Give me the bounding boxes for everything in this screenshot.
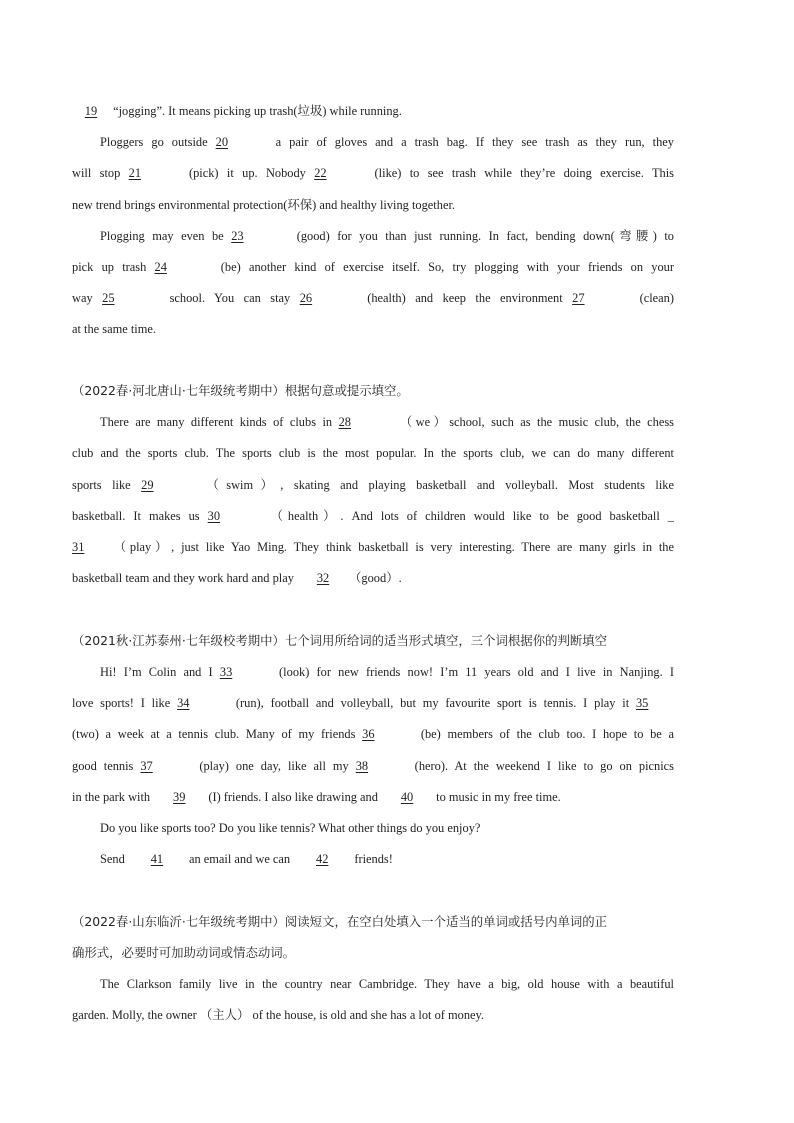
section4-line-2: garden. Molly, the owner （主人） of the house, is old and she has a lot of money. [72, 1008, 485, 1022]
section2-line-5: 31 （play）, just like Yao Ming. They think basketball is very interesting. There are many girls in the [72, 540, 674, 554]
blank-19[interactable]: 19 [84, 104, 98, 118]
section3-line-1: Hi! I’m Colin and I 33 (look) for new friends now! I’m 11 years old and I live in Nanjing. I [100, 665, 674, 679]
section3-line-6: Do you like sports too? Do you like tennis? What other things do you enjoy? [100, 821, 481, 835]
section3-line-3: (two) a week at a tennis club. Many of my friends 36 (be) members of the club too. I hope to be a [72, 727, 674, 741]
blank-41[interactable]: 41 [150, 852, 164, 866]
section3-line-7: Send 41 an email and we can 42 friends! [100, 852, 393, 866]
blank-37[interactable]: 37 [140, 759, 153, 773]
passage1-line-2: Ploggers go outside 20 a pair of gloves and a trash bag. If they see trash as they run, they [100, 135, 674, 149]
blank-20[interactable]: 20 [215, 135, 229, 149]
blank-31[interactable]: 31 [72, 540, 85, 554]
blank-33[interactable]: 33 [219, 665, 233, 679]
section2-line-6: basketball team and they work hard and play 32 （good）. [72, 571, 402, 585]
passage1-line-8: at the same time. [72, 322, 156, 336]
passage1-line-6: pick up trash 24 (be) another kind of exercise itself. So, try plogging with your friends on your [72, 260, 675, 274]
section3-heading: （2021秋·江苏泰州·七年级校考期中）七个词用所给词的适当形式填空，三个词根据你的判断填空 [72, 633, 608, 648]
blank-29[interactable]: 29 [141, 478, 154, 492]
section2-line-3: sports like 29 （swim）, skating and playing basketball and volleyball. Most students like [72, 478, 674, 492]
blank-27[interactable]: 27 [572, 291, 585, 305]
blank-24[interactable]: 24 [154, 260, 167, 274]
section4-heading-line-2: 确形式，必要时可加助动词或情态动词。 [72, 945, 296, 960]
section4-heading-line-1: （2022春·山东临沂·七年级统考期中）阅读短文，在空白处填入一个适当的单词或括号内单词的正 [72, 914, 608, 929]
section2-line-4: basketball. It makes us 30 （health）. And lots of children would like to be good basketball _ [72, 509, 674, 523]
blank-25[interactable]: 25 [102, 291, 115, 305]
passage1-line-4: new trend brings environmental protection(环保) and healthy living together. [72, 198, 455, 212]
blank-36[interactable]: 36 [362, 727, 375, 741]
passage1-line-1: 19 “jogging”. It means picking up trash(垃圾) while running. [72, 103, 674, 119]
passage1-line-7: way 25 school. You can stay 26 (health) and keep the environment 27 (clean) [72, 291, 675, 305]
section2-line-1: There are many different kinds of clubs in 28 （we）school, such as the music club, the chess [100, 415, 674, 429]
blank-26[interactable]: 26 [299, 291, 313, 305]
section3-line-5: in the park with 39 (I) friends. I also like drawing and 40 to music in my free time. [72, 790, 561, 804]
passage1-line-3: will stop 21 (pick) it up. Nobody 22 (like) to see trash while they’re doing exercise. This [72, 166, 674, 180]
blank-38[interactable]: 38 [355, 759, 369, 773]
section4-line-1: The Clarkson family live in the country near Cambridge. They have a big, old house with a beautiful [100, 977, 674, 991]
blank-21[interactable]: 21 [128, 166, 142, 180]
section3-line-2: love sports! I like 34 (run), football and volleyball, but my favourite sport is tennis. I play it 35 [72, 695, 674, 711]
section2-heading: （2022春·河北唐山·七年级统考期中）根据句意或提示填空。 [72, 383, 409, 398]
blank-42[interactable]: 42 [316, 852, 329, 866]
blank-22[interactable]: 22 [314, 166, 327, 180]
blank-28[interactable]: 28 [338, 415, 351, 429]
blank-23[interactable]: 23 [231, 229, 244, 243]
blank-39[interactable]: 39 [173, 790, 186, 804]
blank-35[interactable]: 35 [635, 696, 649, 710]
blank-34[interactable]: 34 [177, 696, 190, 710]
blank-32[interactable]: 32 [316, 571, 330, 585]
section3-line-4: good tennis 37 (play) one day, like all my 38 (hero). At the weekend I like to go on picnics [72, 759, 675, 773]
blank-40[interactable]: 40 [400, 790, 414, 804]
blank-30[interactable]: 30 [207, 509, 221, 523]
passage1-line-5: Plogging may even be 23 (good) for you than just running. In fact, bending down(弯腰) to [100, 229, 674, 243]
section2-line-2: club and the sports club. The sports club is the most popular. In the sports club, we can do many different [72, 446, 674, 460]
